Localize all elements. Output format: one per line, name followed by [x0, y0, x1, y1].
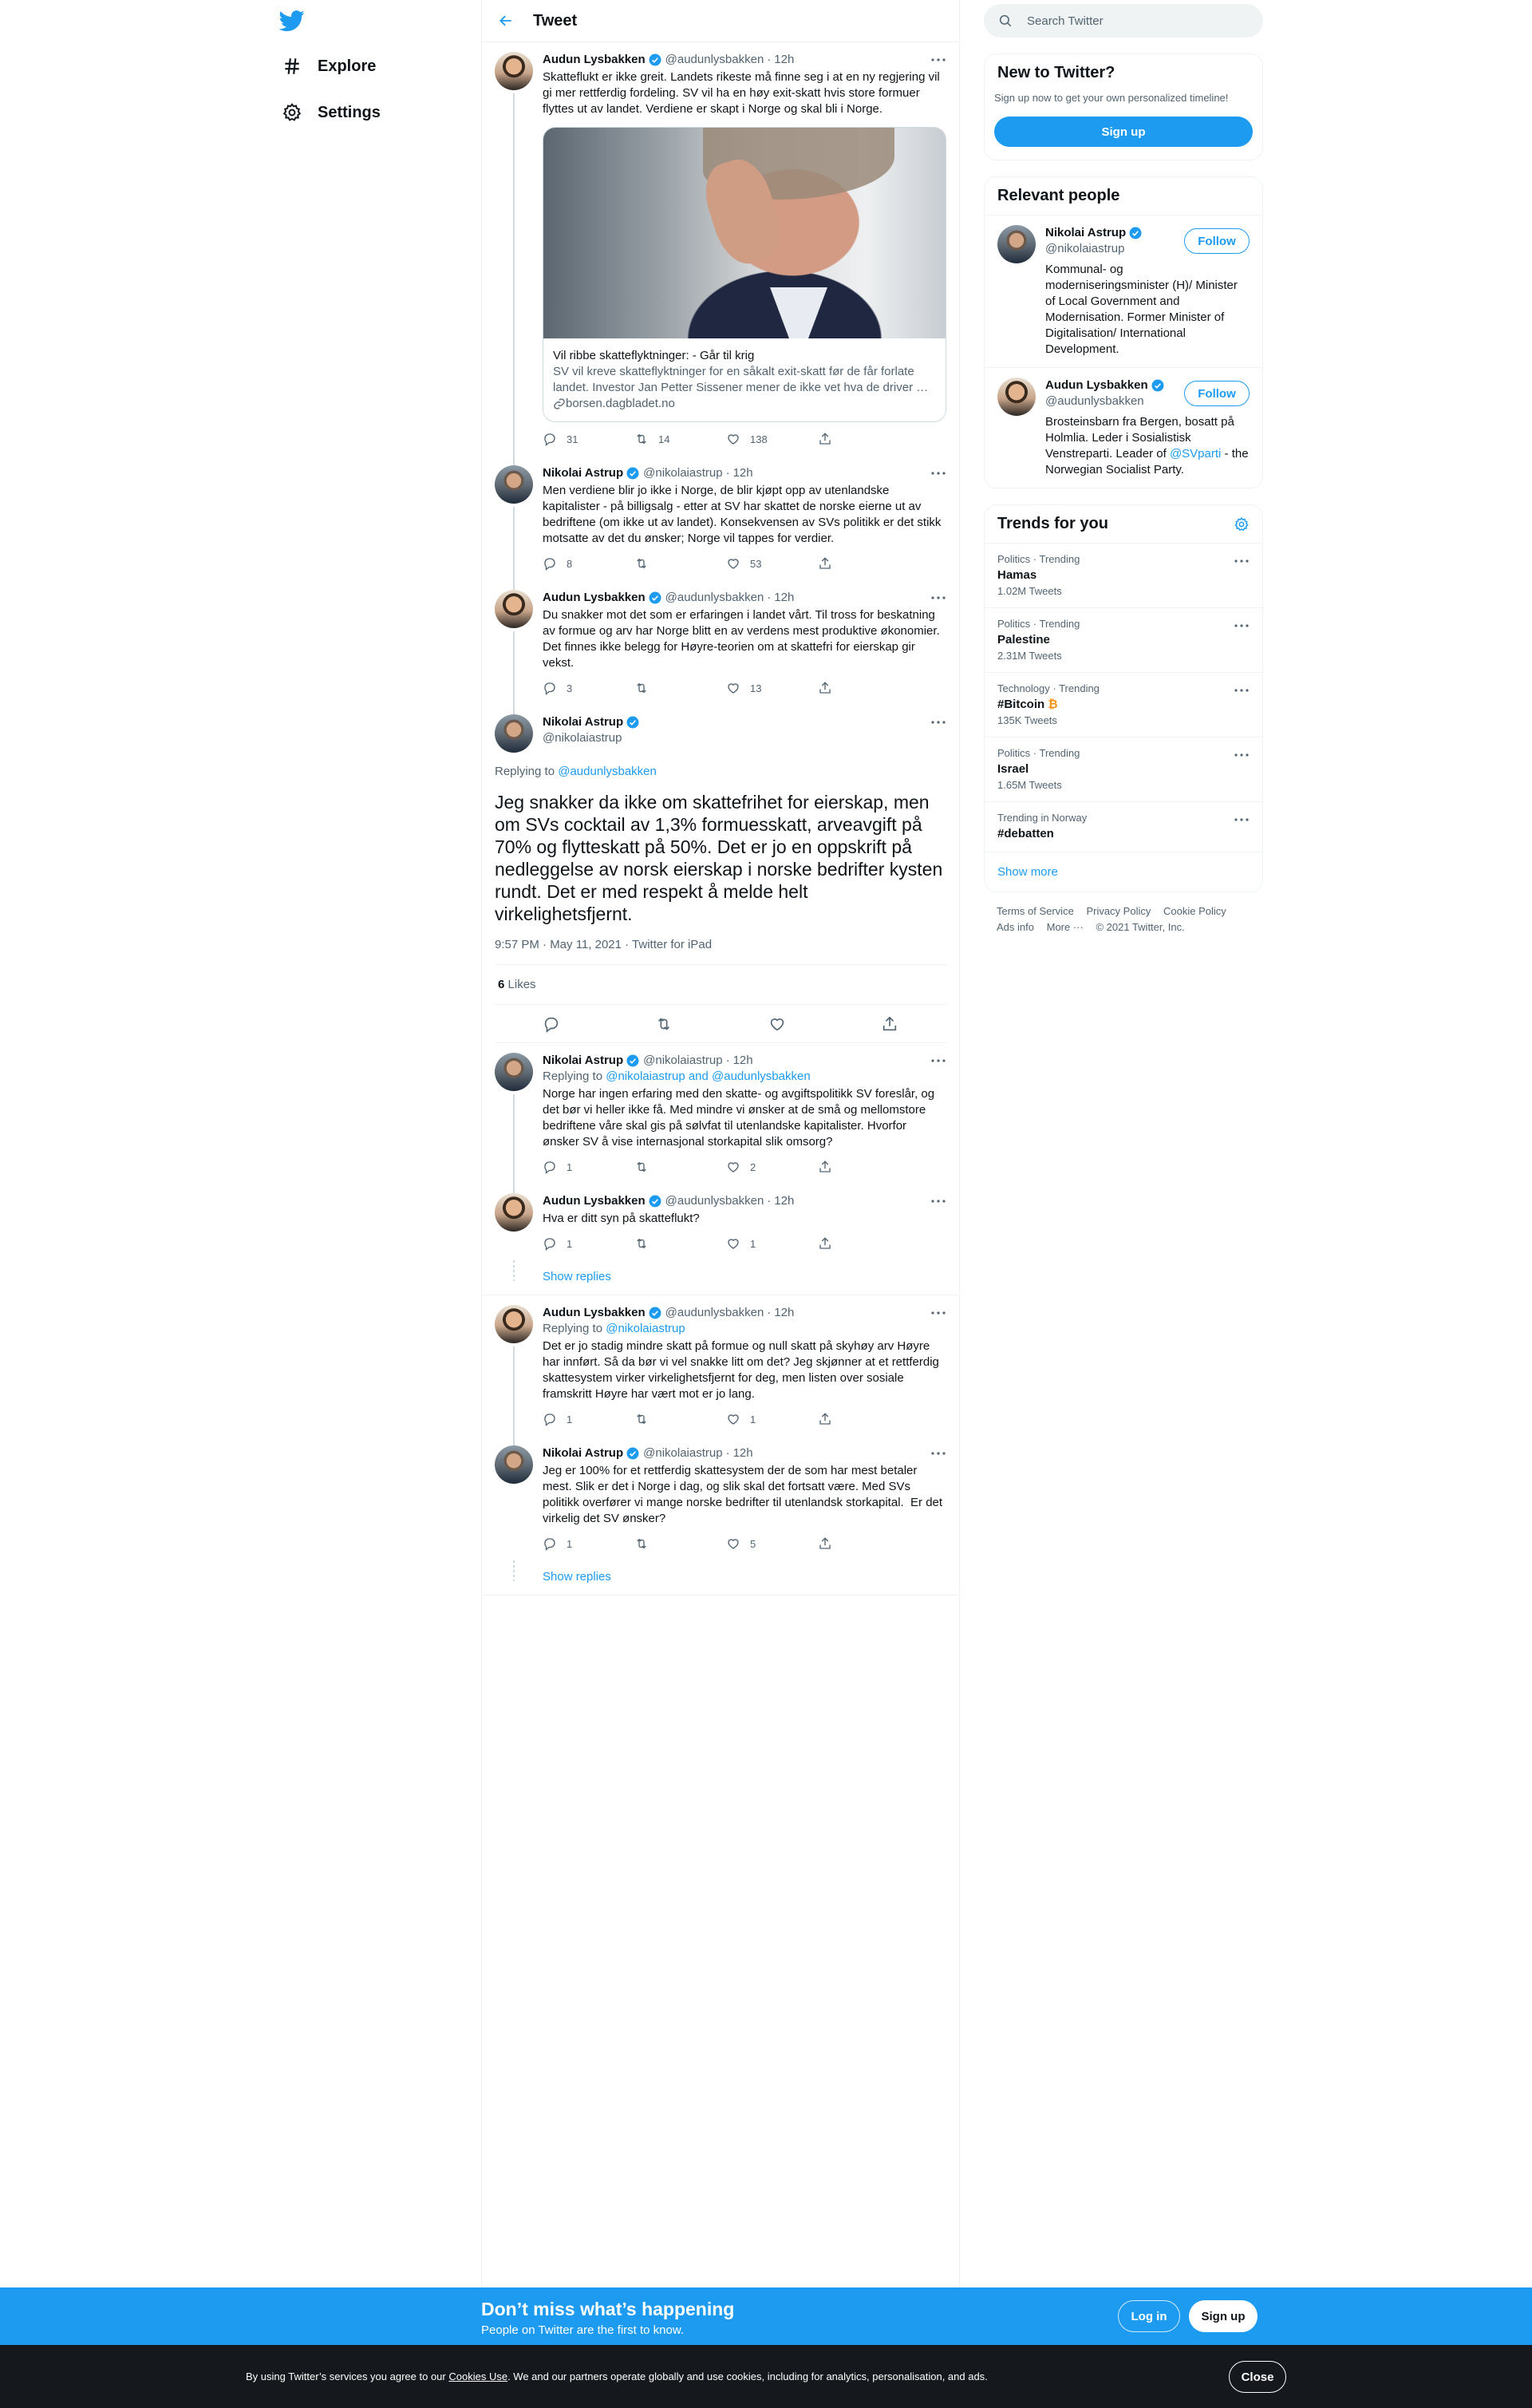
heart-icon	[726, 1236, 740, 1251]
retweet-icon	[634, 1236, 649, 1251]
verified-badge-icon	[626, 466, 640, 480]
retweet-button[interactable]	[634, 1160, 698, 1174]
retweet-icon	[634, 1536, 649, 1551]
like-button[interactable]: 5	[726, 1536, 790, 1551]
author-name[interactable]: Audun Lysbakken	[543, 1306, 646, 1319]
author-name[interactable]: Audun Lysbakken	[543, 1194, 646, 1208]
card-image	[543, 128, 946, 338]
share-button[interactable]	[818, 1412, 882, 1426]
separator-dot: ·	[767, 53, 772, 66]
tweet-actions	[543, 1235, 882, 1252]
retweet-icon	[634, 1160, 649, 1174]
more-options-icon[interactable]	[930, 1053, 946, 1069]
card-title: Vil ribbe skatteflyktninger: - Går til krig	[553, 349, 755, 362]
thread-line	[513, 1346, 515, 1445]
author-handle[interactable]: @audunlysbakken	[665, 591, 764, 604]
more-options-icon[interactable]	[930, 52, 946, 68]
timestamp[interactable]: 12h	[732, 466, 753, 480]
more-options-icon[interactable]	[930, 1445, 946, 1461]
trends-panel	[984, 504, 1263, 892]
person-handle[interactable]: @audunlysbakken	[1045, 394, 1144, 408]
follow-button[interactable]: Follow	[1184, 228, 1250, 254]
share-icon	[818, 1412, 832, 1426]
timestamp[interactable]: 12h	[732, 1054, 753, 1067]
author-name[interactable]: Nikolai Astrup	[543, 1054, 624, 1067]
tweet-text: Norge har ingen erfaring med den skatte- og avgiftspolitikk SV foreslår, og det bør vi heller ikke få. Med mindre vi ønsker at de små og mellomstore bedriftene våre skal gis på sølvfat til utenlandske kapitalister. Hvorfor ønsker SV å vise internasjonal storkapital slik omsorg?	[543, 1087, 938, 1149]
heart-icon	[726, 681, 740, 695]
share-button[interactable]	[818, 1236, 882, 1251]
retweet-icon[interactable]	[655, 1015, 673, 1033]
separator-dot: ·	[725, 1054, 730, 1067]
share-icon	[818, 1236, 832, 1251]
avatar[interactable]	[495, 714, 533, 753]
timestamp[interactable]: 12h	[732, 1446, 753, 1460]
thread-line	[513, 1094, 515, 1193]
trend-item[interactable]: Technology · Trending #Bitcoin ₿ 135K Tweets	[985, 672, 1262, 737]
reply-button[interactable]: 1	[543, 1160, 606, 1174]
tweet-actions	[543, 679, 882, 697]
author-name[interactable]: Nikolai Astrup	[543, 1446, 624, 1460]
tweet-actions	[543, 1410, 882, 1428]
reply-icon	[543, 556, 557, 571]
cookie-policy-link[interactable]: Cookie Policy	[1163, 905, 1226, 917]
trend-item[interactable]: Politics · Trending Israel 1.65M Tweets	[985, 737, 1262, 801]
heart-icon	[726, 556, 740, 571]
new-to-twitter-subtitle: Sign up now to get your own personalized timeline!	[994, 92, 1229, 104]
tweet[interactable]	[482, 42, 959, 456]
trend-item[interactable]: Trending in Norway #debatten	[985, 801, 1262, 852]
separator-dot: ·	[767, 1194, 772, 1208]
author-handle[interactable]: @nikolaiastrup	[643, 466, 723, 480]
card-domain: borsen.dagbladet.no	[566, 397, 675, 410]
trend-item[interactable]: Politics · Trending Palestine 2.31M Tweets	[985, 607, 1262, 672]
reply-tweet[interactable]	[482, 1043, 959, 1184]
verified-badge-icon	[648, 1194, 662, 1208]
like-button[interactable]: 138	[726, 432, 790, 446]
like-button[interactable]: 13	[726, 681, 790, 695]
bitcoin-emoji-icon: ₿	[1048, 698, 1058, 711]
tweet-actions	[543, 430, 882, 448]
like-button[interactable]: 1	[726, 1236, 790, 1251]
replying-to: Replying to @audunlysbakken	[495, 765, 657, 778]
search-box[interactable]	[984, 4, 1263, 38]
timestamp[interactable]: 12h	[774, 1306, 795, 1319]
focal-actions	[495, 1005, 946, 1043]
new-to-twitter-panel	[984, 53, 1263, 160]
retweet-icon	[634, 1412, 649, 1426]
gear-icon	[281, 101, 303, 124]
follow-button[interactable]: Follow	[1184, 381, 1250, 406]
copyright: © 2021 Twitter, Inc.	[1096, 921, 1185, 933]
reply-tweet[interactable]	[482, 1184, 959, 1260]
avatar[interactable]	[495, 1445, 533, 1484]
close-button[interactable]: Close	[1229, 2361, 1286, 2393]
login-button[interactable]: Log in	[1118, 2300, 1180, 2332]
author-handle[interactable]: @audunlysbakken	[665, 1306, 764, 1319]
person-bio: Kommunal- og moderniseringsminister (H)/ Minister of Local Government and Modernisation. Former Minister of Digitalisation/ International Development.	[1045, 263, 1238, 356]
hashtag-icon	[281, 55, 303, 77]
tweet-text: Jeg er 100% for et rettferdig skattesystem der de som har mest betaler mest. Slik er det i Norge i dag, og slik skal det fortsatt være. Med SVs politikk overfører vi mange norske bedrifter til utenlandsk storkapital. Er det virkelig det SV ønsker?	[543, 1464, 946, 1525]
more-options-icon[interactable]	[1234, 553, 1250, 569]
back-arrow-icon[interactable]	[495, 10, 517, 32]
nav-explore[interactable]	[281, 50, 376, 82]
show-replies-link[interactable]: Show replies	[482, 1260, 959, 1295]
mention-link[interactable]: @nikolaiastrup	[606, 1322, 685, 1335]
reply-button[interactable]: 3	[543, 681, 606, 695]
right-sidebar	[984, 0, 1263, 947]
avatar[interactable]	[495, 1193, 533, 1232]
focal-tweet-text: Jeg snakker da ikke om skattefrihet for eierskap, men om SVs cocktail av 1,3% formuesskatt, arveavgift på 70% og flytteskatt på 50%. Det er jo en oppskrift på nedleggelse av norsk eierskap i norske bedrifter kysten rundt. Det er med respekt å melde helt virkelighetsfjernt.	[495, 792, 943, 924]
author-handle[interactable]: @nikolaiastrup	[643, 1054, 723, 1067]
reply-tweet[interactable]	[482, 1436, 959, 1560]
tweet-text: Du snakker mot det som er erfaringen i landet vårt. Til tross for beskatning av formue og arv har Norge blitt en av verdens mest produktive økonomier. Det finnes ikke belegg for Høyre-teorien om at skattefri for eierskap gir vekst.	[543, 608, 943, 670]
search-icon	[998, 14, 1013, 28]
reply-icon	[543, 1412, 557, 1426]
ads-info-link[interactable]: Ads info	[997, 921, 1034, 933]
reply-button[interactable]: 1	[543, 1236, 606, 1251]
reply-icon	[543, 1160, 557, 1174]
show-more-link[interactable]: Show more	[985, 852, 1262, 892]
person-card[interactable]	[985, 215, 1262, 367]
terms-link[interactable]: Terms of Service	[997, 905, 1074, 917]
focal-tweet	[482, 705, 959, 1043]
more-options-icon[interactable]	[1234, 618, 1250, 634]
verified-badge-icon	[626, 1054, 640, 1068]
retweet-button[interactable]	[634, 556, 698, 571]
reply-icon	[543, 1236, 557, 1251]
tweet-text: Det er jo stadig mindre skatt på formue og null skatt på skyhøy arv Høyre har innført. Så da bør vi vel snakke litt om det? Jeg skjønner at et rettferdig skattesystem virker virkelighetsfjernt for deg, men listen over sosiale framskritt Høyre har vært mot er jo lang.	[543, 1339, 943, 1401]
verified-badge-icon	[626, 715, 640, 730]
verified-badge-icon	[648, 53, 662, 67]
promo-title: Don’t miss what’s happening	[481, 2299, 735, 2319]
replying-to: Replying to @nikolaiastrup and @audunlysbakken	[543, 1070, 811, 1083]
heart-icon	[726, 1160, 740, 1174]
twitter-logo-icon[interactable]	[279, 8, 308, 37]
share-button[interactable]	[818, 1160, 882, 1174]
heart-icon	[726, 432, 740, 446]
reply-icon	[543, 1536, 557, 1551]
reply-button[interactable]: 1	[543, 1412, 606, 1426]
avatar[interactable]	[495, 1053, 533, 1091]
heart-icon	[726, 1412, 740, 1426]
tweet-metadata[interactable]: 9:57 PM · May 11, 2021 · Twitter for iPad	[495, 938, 946, 965]
author-handle[interactable]: @audunlysbakken	[665, 53, 764, 66]
verified-badge-icon	[1128, 226, 1143, 240]
retweet-icon	[634, 681, 649, 695]
avatar[interactable]	[997, 225, 1036, 263]
reply-icon[interactable]	[543, 1015, 560, 1033]
avatar[interactable]	[495, 52, 533, 90]
likes-count[interactable]: 6 Likes	[495, 965, 946, 1005]
more-options-icon[interactable]	[930, 465, 946, 481]
more-options-icon[interactable]	[1234, 682, 1250, 698]
like-button[interactable]: 2	[726, 1160, 790, 1174]
reply-button[interactable]: 1	[543, 1536, 606, 1551]
page-header	[482, 0, 959, 42]
link-icon	[553, 397, 566, 410]
reply-button[interactable]: 8	[543, 556, 606, 571]
privacy-link[interactable]: Privacy Policy	[1086, 905, 1151, 917]
gear-icon[interactable]	[1234, 516, 1250, 532]
footer-links	[984, 892, 1263, 947]
like-button[interactable]: 53	[726, 556, 790, 571]
more-options-icon[interactable]	[1234, 747, 1250, 763]
separator-dot: ·	[725, 1446, 730, 1460]
retweet-button[interactable]	[634, 1412, 698, 1426]
thread-line	[513, 93, 515, 465]
mention-link[interactable]: @SVparti	[1169, 447, 1222, 461]
heart-icon	[726, 1536, 740, 1551]
more-options-icon[interactable]	[1234, 812, 1250, 828]
timestamp[interactable]: 12h	[774, 1194, 795, 1208]
thread-line	[513, 507, 515, 590]
retweet-button[interactable]: 14	[634, 432, 698, 446]
person-name[interactable]: Audun Lysbakken	[1045, 378, 1148, 392]
mention-link[interactable]: @nikolaiastrup and @audunlysbakken	[606, 1070, 811, 1083]
trends-title: Trends for you	[997, 515, 1108, 532]
retweet-icon	[634, 432, 649, 446]
like-button[interactable]: 1	[726, 1412, 790, 1426]
promo-signup-button[interactable]: Sign up	[1189, 2300, 1258, 2332]
verified-badge-icon	[648, 1306, 662, 1320]
replying-to: Replying to @nikolaiastrup	[543, 1322, 685, 1335]
tweet-actions	[543, 555, 882, 572]
author-handle[interactable]: @nikolaiastrup	[543, 731, 622, 745]
person-handle[interactable]: @nikolaiastrup	[1045, 242, 1125, 255]
nav-settings[interactable]	[281, 97, 381, 129]
retweet-button[interactable]	[634, 681, 698, 695]
avatar[interactable]	[997, 378, 1036, 416]
trend-item[interactable]: Politics · Trending Hamas 1.02M Tweets	[985, 543, 1262, 607]
heart-icon[interactable]	[768, 1015, 786, 1033]
more-options-icon[interactable]	[930, 1193, 946, 1209]
author-handle[interactable]: @nikolaiastrup	[643, 1446, 723, 1460]
author-handle[interactable]: @audunlysbakken	[665, 1194, 764, 1208]
cookie-text: By using Twitter’s services you agree to our Cookies Use. We and our partners operate globally and use cookies, including for analytics, personalisation, and ads.	[246, 2370, 988, 2382]
person-name[interactable]: Nikolai Astrup	[1045, 226, 1127, 239]
separator-dot: ·	[767, 1306, 772, 1319]
author-name[interactable]: Audun Lysbakken	[543, 53, 646, 66]
tweet-text: Skatteflukt er ikke greit. Landets rikeste må finne seg i at en ny regjering vil gi mer rettferdig fordeling. SV vil ha en høy exit-skatt hvis store formuer flyttes ut av landet. Verdiene er skapt i Norge og skal bli i Norge.	[543, 70, 943, 116]
person-card[interactable]	[985, 367, 1262, 488]
more-options-icon[interactable]	[930, 714, 946, 730]
author-name[interactable]: Audun Lysbakken	[543, 591, 646, 604]
tweet[interactable]	[482, 580, 959, 705]
reply-icon	[543, 432, 557, 446]
cookies-use-link[interactable]: Cookies Use	[448, 2370, 508, 2382]
separator-dot: ·	[725, 466, 730, 480]
nav-settings-label: Settings	[318, 103, 381, 121]
more-options-icon[interactable]	[930, 590, 946, 606]
tweet-actions	[543, 1535, 882, 1552]
retweet-button[interactable]	[634, 1536, 698, 1551]
reply-icon	[543, 681, 557, 695]
relevant-people-title: Relevant people	[997, 187, 1120, 204]
main-column	[481, 0, 960, 2287]
search-input[interactable]: Search Twitter	[1027, 14, 1104, 28]
mention-link[interactable]: @audunlysbakken	[558, 765, 657, 778]
avatar[interactable]	[495, 465, 533, 504]
thread-line	[513, 631, 515, 714]
share-icon[interactable]	[881, 1015, 898, 1033]
signup-button[interactable]: Sign up	[994, 117, 1253, 147]
share-icon	[818, 681, 832, 695]
timestamp[interactable]: 12h	[774, 591, 795, 604]
tweet-actions	[543, 1158, 882, 1176]
verified-badge-icon	[626, 1446, 640, 1461]
more-options-icon[interactable]	[930, 1305, 946, 1321]
share-icon	[818, 1536, 832, 1551]
link-card[interactable]	[543, 127, 946, 422]
tweet[interactable]	[482, 456, 959, 580]
signup-promo-bar	[0, 2287, 1532, 2345]
cookie-banner	[0, 2345, 1532, 2408]
retweet-button[interactable]	[634, 1236, 698, 1251]
share-icon	[818, 432, 832, 446]
separator-dot: ·	[767, 591, 772, 604]
share-button[interactable]	[818, 432, 882, 446]
share-button[interactable]	[818, 681, 882, 695]
reply-tweet[interactable]	[482, 1295, 959, 1436]
more-link[interactable]: More ···	[1046, 921, 1084, 933]
show-replies-link[interactable]: Show replies	[482, 1560, 959, 1595]
author-name[interactable]: Nikolai Astrup	[543, 466, 624, 480]
verified-badge-icon	[648, 591, 662, 605]
share-button[interactable]	[818, 1536, 882, 1551]
timestamp[interactable]: 12h	[774, 53, 795, 66]
tweet-text: Hva er ditt syn på skatteflukt?	[543, 1212, 700, 1225]
author-name[interactable]: Nikolai Astrup	[543, 715, 624, 729]
avatar[interactable]	[495, 590, 533, 628]
reply-button[interactable]: 31	[543, 432, 606, 446]
share-icon	[818, 1160, 832, 1174]
share-icon	[818, 556, 832, 571]
page-title: Tweet	[533, 11, 578, 30]
new-to-twitter-title: New to Twitter?	[997, 64, 1115, 81]
nav-explore-label: Explore	[318, 57, 377, 75]
share-button[interactable]	[818, 556, 882, 571]
verified-badge-icon	[1151, 378, 1165, 393]
tweet-text: Men verdiene blir jo ikke i Norge, de blir kjøpt opp av utenlandske kapitalister - på billigsalg - etter at SV har skattet de norske eierne ut av bedriftene (om ikke ut av landet). Konsekvensen av SVs politikk er det stikk motsatte av det du ønsker; Norge vil tappes for verdier.	[543, 484, 945, 545]
retweet-icon	[634, 556, 649, 571]
avatar[interactable]	[495, 1305, 533, 1343]
relevant-people-panel	[984, 176, 1263, 488]
promo-subtitle: People on Twitter are the first to know.	[481, 2323, 685, 2337]
card-description: SV vil kreve skatteflyktninger for en såkalt exit-skatt før de får forlate landet. Investor Jan Petter Sissener mener de ikke vet hva de driver …	[553, 365, 929, 394]
person-bio: Brosteinsbarn fra Bergen, bosatt på Holmlia. Leder i Sosialistisk Venstreparti. Leader of @SVparti - the Norwegian Socialist Party.	[1045, 415, 1249, 476]
